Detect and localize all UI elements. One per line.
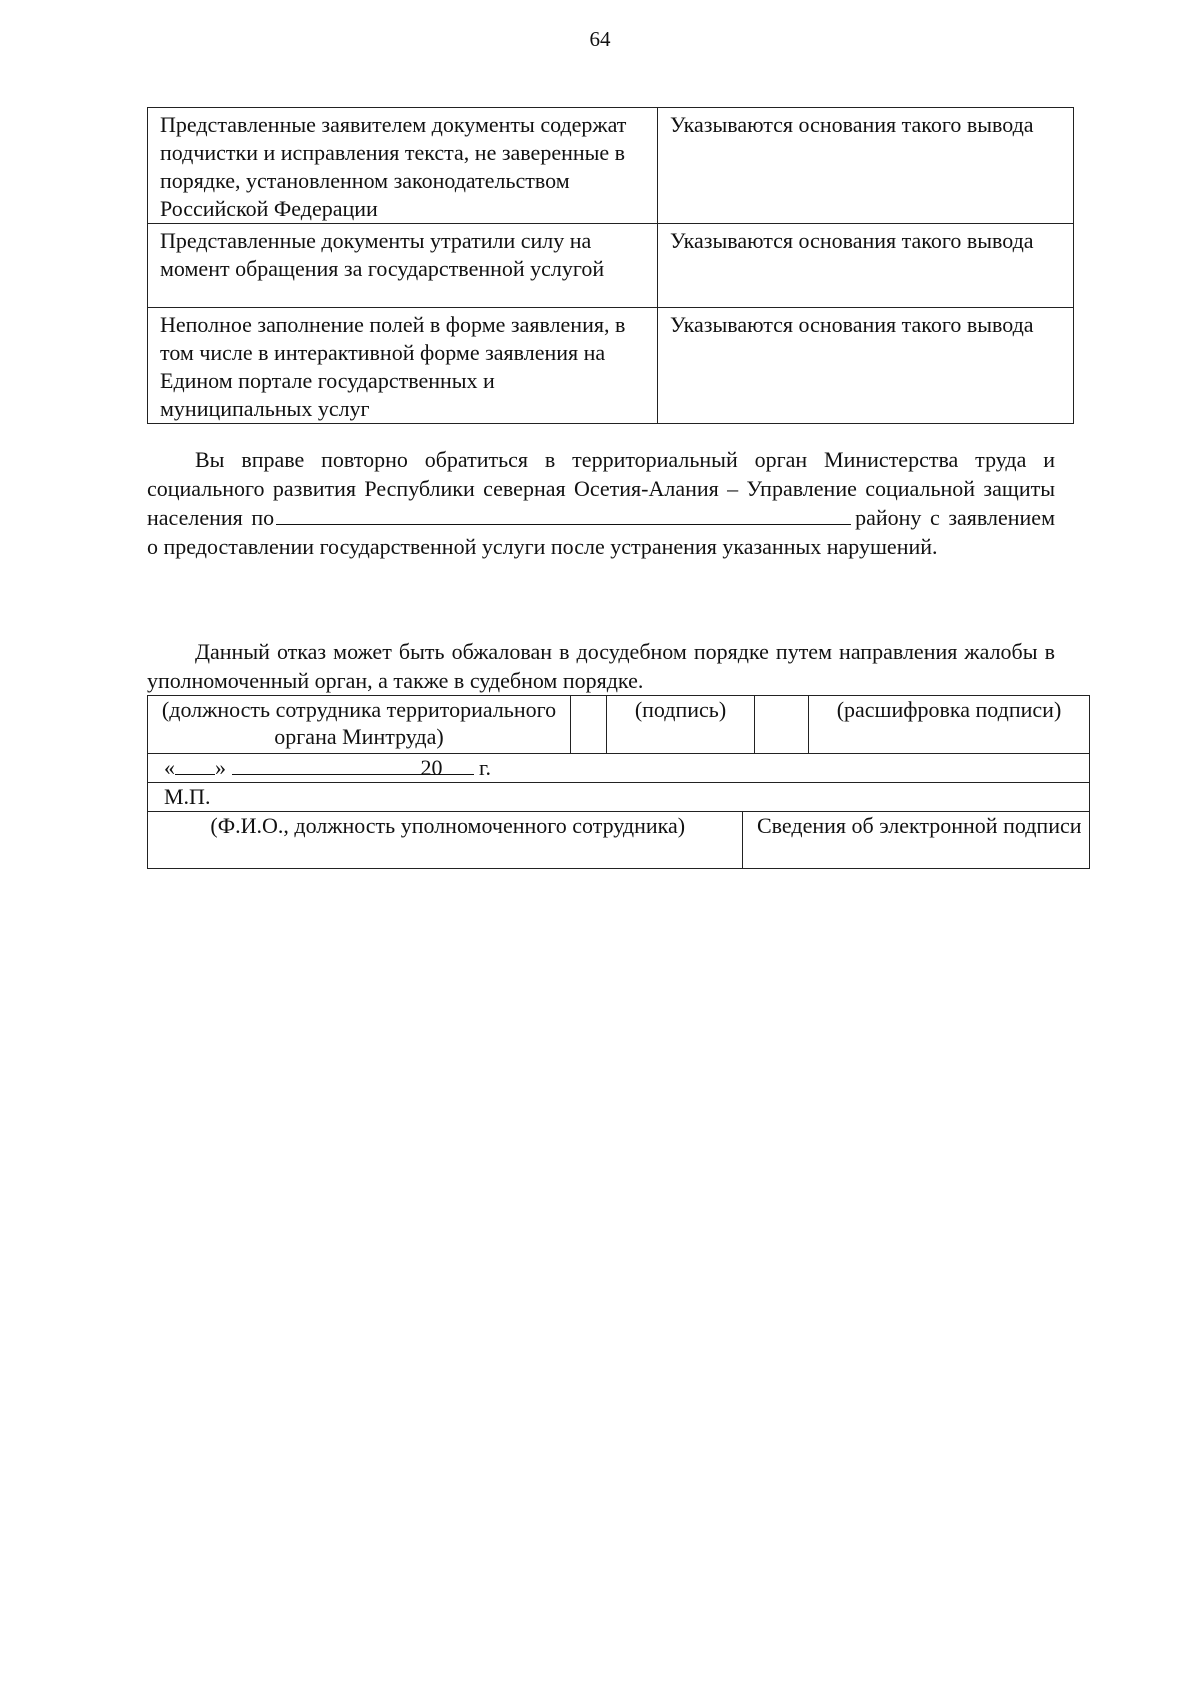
spacer-cell (571, 696, 607, 754)
year-suffix: г. (479, 755, 492, 780)
year-prefix: 20 (412, 754, 452, 775)
district-blank-line (276, 506, 851, 525)
authorized-row (148, 812, 1090, 869)
reason-cell: Неполное заполнение полей в форме заявления, в том числе в интерактивной форме заявления на Едином портале государственных и муниципальных услуг (148, 308, 658, 424)
year-blank (452, 754, 474, 775)
date-open-quote: « (164, 755, 175, 780)
explanation-cell: Указываются основания такого вывода (658, 308, 1074, 424)
explanation-cell: Указываются основания такого вывода (658, 108, 1074, 224)
stamp-label: М.П. (148, 783, 1090, 812)
signature-label: (подпись) (607, 696, 755, 754)
refusal-reasons-table (147, 107, 1074, 424)
esign-label: Сведения об электронной подписи (756, 813, 1082, 838)
table-row (148, 224, 1074, 308)
page-number: 64 (589, 27, 611, 51)
explanation-cell: Указываются основания такого вывода (658, 224, 1074, 308)
authorized-inner-table (154, 812, 1096, 868)
signature-row (148, 696, 1090, 754)
reason-cell: Представленные заявителем документы содержат подчистки и исправления текста, не заверенные в порядке, установленном законодательством Российской Федерации (148, 108, 658, 224)
date-close-quote: » (215, 755, 226, 780)
date-row (148, 754, 1090, 783)
signature-table (147, 695, 1090, 869)
spacer-cell (755, 696, 809, 754)
table-row (148, 108, 1074, 224)
date-line (148, 754, 1090, 783)
appeal-paragraph (147, 637, 1055, 695)
position-label: (должность сотрудника территориального органа Минтруда) (148, 696, 571, 754)
reapply-paragraph (147, 445, 1055, 561)
day-blank (175, 754, 215, 775)
reason-cell: Представленные документы утратили силу на момент обращения за государственной услугой (148, 224, 658, 308)
month-blank (232, 754, 412, 775)
appeal-text: Данный отказ может быть обжалован в досудебном порядке путем направления жалобы в уполномоченный орган, а также в судебном порядке. (147, 639, 1055, 693)
reapply-text-end: району с заявлением о предоставлении государственной услуги после устранения указанных нарушений. (147, 505, 1055, 559)
stamp-row (148, 783, 1090, 812)
table-row (148, 308, 1074, 424)
reapply-text-start: Вы вправе повторно обратиться в территориальный орган Министерства труда и социального развития Республики северная Осетия-Алания – Управление социальной защиты населения по (147, 447, 1055, 530)
authorized-label: (Ф.И.О., должность уполномоченного сотрудника) (154, 812, 742, 868)
signature-decoding-label: (расшифровка подписи) (809, 696, 1090, 754)
